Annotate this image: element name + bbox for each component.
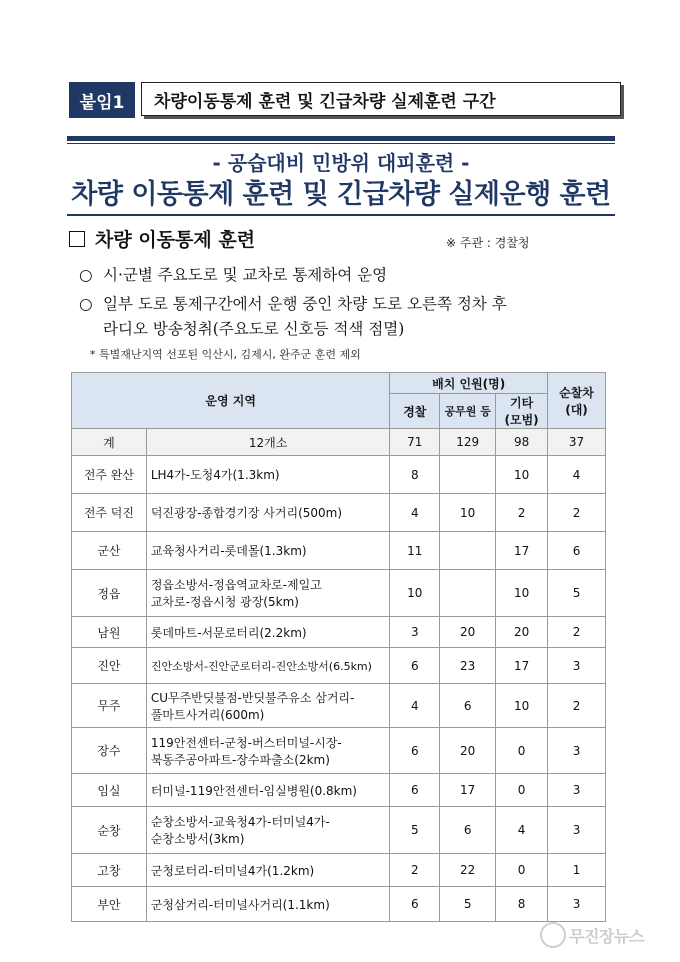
cell-section-line2: 교차로-정읍시청 광장(5km): [150, 595, 299, 609]
table-row: [72, 728, 606, 774]
cell-patrol: 1: [548, 854, 606, 887]
table-row: [72, 494, 606, 532]
cell-section-line2: 풀마트사거리(600m): [150, 707, 265, 722]
cell-section: [146, 684, 390, 728]
cell-other: 10: [496, 570, 548, 617]
title-rule-top: [67, 136, 615, 141]
cell-police: 11: [390, 532, 440, 570]
cell-other: 98: [496, 429, 548, 456]
header-official: 공무원 등: [440, 394, 496, 429]
attachment-header: [69, 82, 614, 118]
cell-region: 고창: [72, 854, 147, 887]
table-row: [72, 887, 606, 922]
training-sections-table: [71, 372, 606, 922]
cell-police: 6: [390, 728, 440, 774]
cell-patrol: 3: [548, 807, 606, 854]
cell-section-line2: 북동주공아파트-장수파출소(2km): [150, 752, 330, 767]
cell-other: 17: [496, 648, 548, 684]
cell-police: 8: [390, 456, 440, 494]
cell-section-line1: 119안전센터-군청-버스터미널-시장-: [150, 735, 342, 750]
cell-section: 교육청사거리-롯데몰(1.3km): [146, 532, 390, 570]
table-row: [72, 774, 606, 807]
cell-other: 10: [496, 684, 548, 728]
document-subtitle: - 공습대비 민방위 대피훈련 -: [212, 151, 470, 175]
title-rule-bottom: [67, 214, 615, 216]
circle-bullet-icon: ○: [79, 266, 93, 284]
cell-police: 5: [390, 807, 440, 854]
cell-patrol: 2: [548, 684, 606, 728]
cell-region: 정읍: [72, 570, 147, 617]
document-title: 차량 이동통제 훈련 및 긴급차량 실제운행 훈련: [71, 179, 611, 210]
cell-region: 계: [72, 429, 147, 456]
cell-other: 20: [496, 617, 548, 648]
table-row: [72, 617, 606, 648]
table-row: [72, 532, 606, 570]
cell-police: 3: [390, 617, 440, 648]
cell-police: 4: [390, 684, 440, 728]
cell-official: 129: [440, 429, 496, 456]
cell-patrol: 4: [548, 456, 606, 494]
cell-patrol: 3: [548, 887, 606, 922]
cell-official: 5: [440, 887, 496, 922]
cell-section-line1: CU무주반딧불점-반딧불주유소 삼거리-: [150, 690, 355, 705]
table-row: [72, 456, 606, 494]
host-note: ※ 주관 : 경찰청: [446, 236, 530, 250]
cell-section: 진안소방서-진안군로터리-진안소방서(6.5km): [146, 648, 390, 684]
cell-patrol: 2: [548, 494, 606, 532]
news-logo-icon: [540, 922, 566, 948]
cell-section: [146, 728, 390, 774]
cell-other: 10: [496, 456, 548, 494]
cell-official: 20: [440, 617, 496, 648]
header-other: [496, 394, 548, 429]
table-row: [72, 570, 606, 617]
cell-other: 8: [496, 887, 548, 922]
cell-region: 임실: [72, 774, 147, 807]
cell-section: 12개소: [146, 429, 390, 456]
bullet-text: 시·군별 주요도로 및 교차로 통제하여 운영: [103, 266, 388, 284]
cell-official: [440, 456, 496, 494]
watermark-text: 무진장뉴스: [569, 927, 644, 946]
circle-bullet-icon: ○: [79, 295, 93, 313]
cell-police: 2: [390, 854, 440, 887]
attachment-tag: 붙임1: [69, 82, 135, 118]
cell-section: 군청로터리-터미널4가(1.2km): [146, 854, 390, 887]
cell-official: 6: [440, 807, 496, 854]
table-row: [72, 807, 606, 854]
header-other-line1: 기타: [510, 396, 534, 410]
section-heading: [69, 225, 255, 252]
cell-police: 4: [390, 494, 440, 532]
cell-police: 6: [390, 774, 440, 807]
cell-patrol: 6: [548, 532, 606, 570]
header-other-line2: (모범): [504, 413, 539, 427]
cell-section-line2: 순창소방서(3km): [150, 832, 245, 846]
cell-police: 71: [390, 429, 440, 456]
cell-patrol: 2: [548, 617, 606, 648]
title-rule-top-thin: [67, 143, 615, 144]
cell-other: 0: [496, 774, 548, 807]
cell-region: 전주 덕진: [72, 494, 147, 532]
cell-section: 터미널-119안전센터-임실병원(0.8km): [146, 774, 390, 807]
cell-police: 6: [390, 887, 440, 922]
cell-patrol: 5: [548, 570, 606, 617]
table-row: [72, 648, 606, 684]
cell-section-line1: 정읍소방서-정읍역교차로-제일고: [150, 578, 322, 592]
header-area: 운영 지역: [72, 373, 390, 429]
cell-official: 22: [440, 854, 496, 887]
cell-region: 전주 완산: [72, 456, 147, 494]
exclusion-note: * 특별재난지역 선포된 익산시, 김제시, 완주군 훈련 제외: [90, 348, 361, 361]
cell-police: 6: [390, 648, 440, 684]
cell-official: 20: [440, 728, 496, 774]
cell-section: [146, 807, 390, 854]
header-patrol: 순찰차(대): [548, 373, 606, 429]
cell-region: 부안: [72, 887, 147, 922]
bullet-continuation: 라디오 방송청취(주요도로 신호등 적색 점멸): [103, 320, 405, 338]
cell-official: 6: [440, 684, 496, 728]
cell-section: [146, 570, 390, 617]
table-row: [72, 684, 606, 728]
cell-official: 17: [440, 774, 496, 807]
cell-region: 장수: [72, 728, 147, 774]
cell-police: 10: [390, 570, 440, 617]
cell-section: 덕진광장-종합경기장 사거리(500m): [146, 494, 390, 532]
checkbox-square-icon: [69, 231, 85, 247]
cell-other: 4: [496, 807, 548, 854]
cell-region: 남원: [72, 617, 147, 648]
header-staff: 배치 인원(명): [390, 373, 548, 394]
cell-section-line1: 순창소방서-교육청4가-터미널4가-: [150, 815, 330, 829]
cell-other: 2: [496, 494, 548, 532]
section-title: 차량 이동통제 훈련: [95, 229, 256, 251]
cell-section: 롯데마트-서문로터리(2.2km): [146, 617, 390, 648]
cell-patrol: 3: [548, 648, 606, 684]
header-police: 경찰: [390, 394, 440, 429]
cell-official: [440, 532, 496, 570]
cell-official: 10: [440, 494, 496, 532]
watermark: [540, 922, 644, 948]
cell-official: [440, 570, 496, 617]
cell-region: 무주: [72, 684, 147, 728]
cell-other: 0: [496, 854, 548, 887]
cell-other: 17: [496, 532, 548, 570]
table-row: [72, 854, 606, 887]
bullet-item: [79, 263, 387, 285]
cell-official: 23: [440, 648, 496, 684]
cell-section: 군청삼거리-터미널사거리(1.1km): [146, 887, 390, 922]
cell-patrol: 3: [548, 728, 606, 774]
cell-other: 0: [496, 728, 548, 774]
bullet-item: [79, 292, 507, 314]
cell-region: 순창: [72, 807, 147, 854]
attachment-title: 차량이동통제 훈련 및 긴급차량 실제훈련 구간: [141, 82, 621, 116]
cell-region: 진안: [72, 648, 147, 684]
cell-patrol: 37: [548, 429, 606, 456]
cell-patrol: 3: [548, 774, 606, 807]
bullet-text: 일부 도로 통제구간에서 운행 중인 차량 도로 오른쪽 정차 후: [103, 295, 507, 313]
cell-region: 군산: [72, 532, 147, 570]
cell-section: LH4가-도청4가(1.3km): [146, 456, 390, 494]
table-row-total: [72, 429, 606, 456]
